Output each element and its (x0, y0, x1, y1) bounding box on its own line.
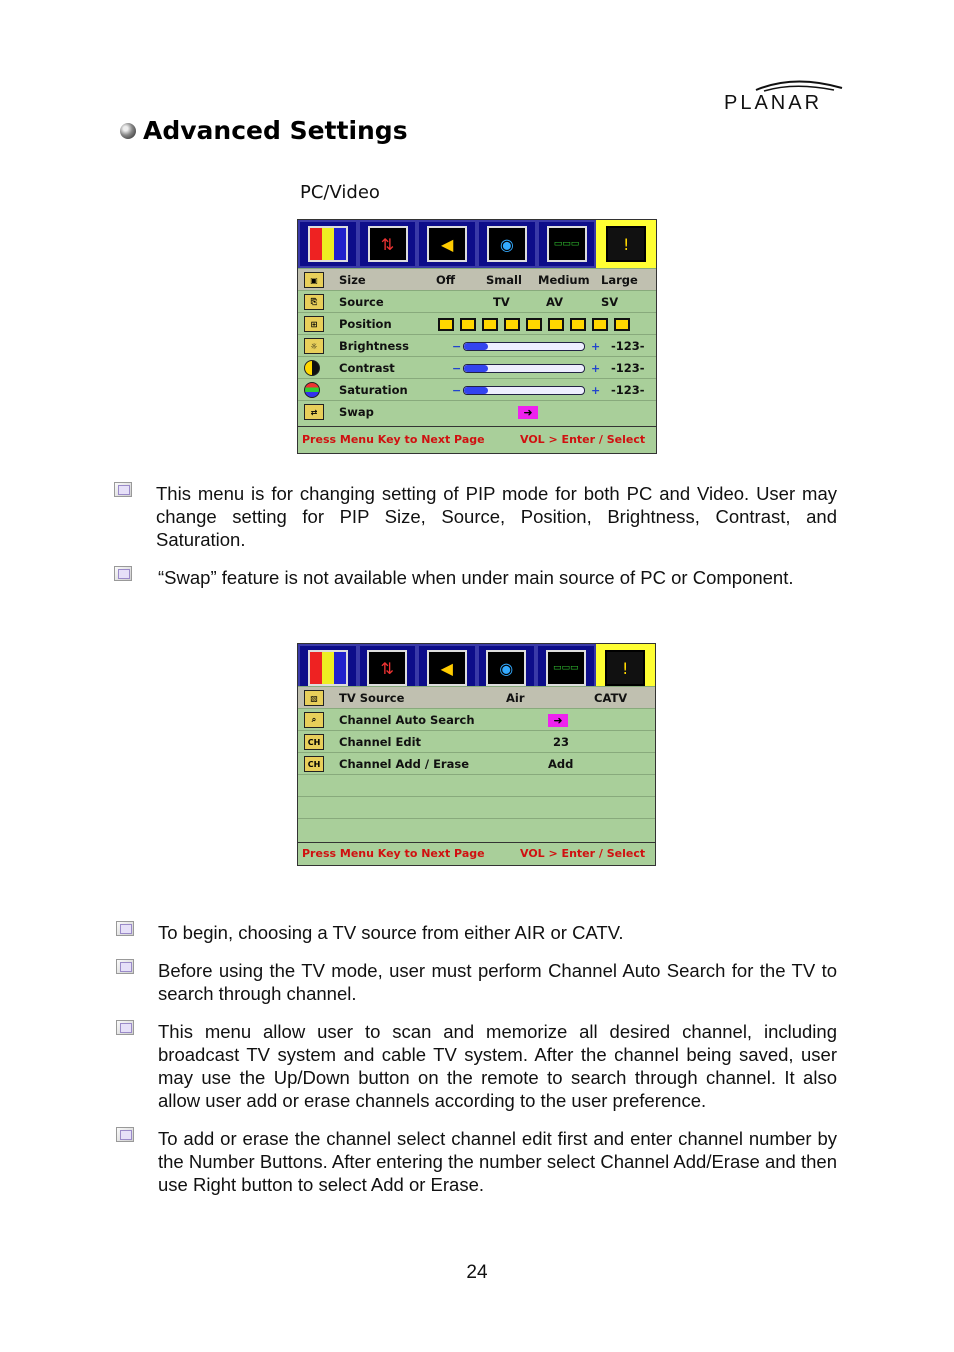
row-label: Size (339, 273, 366, 287)
row-label: Channel Auto Search (339, 713, 475, 727)
position-option-icon[interactable] (482, 318, 498, 331)
add-erase-value[interactable]: Add (548, 757, 574, 771)
page-title: Advanced Settings (143, 116, 408, 145)
slider-fill (464, 365, 488, 372)
osd-display-icon: ▭▭▭ (547, 226, 587, 262)
source-icon: ⎘ (304, 294, 324, 310)
osd-row-saturation[interactable] (298, 378, 656, 401)
position-option-icon[interactable] (592, 318, 608, 331)
option-air[interactable]: Air (506, 691, 525, 705)
position-option-icon[interactable] (526, 318, 542, 331)
osd-row-channel-edit[interactable] (298, 730, 655, 753)
logo-swoosh-icon (754, 78, 844, 92)
row-label: Contrast (339, 361, 395, 375)
paragraph: This menu allow user to scan and memorize all desired channel, including broadcast TV system and cable TV system. After the channel being saved, user may use the Up/Down button on the remote to search through channel. It also allow user add or erase channels according to the user preference. (158, 1021, 837, 1111)
tab-osd[interactable] (537, 220, 597, 268)
tv-source-icon: ▧ (304, 690, 324, 706)
option-large[interactable]: Large (601, 273, 638, 287)
option-catv[interactable]: CATV (594, 691, 628, 705)
option-off[interactable]: Off (436, 273, 456, 287)
osd-row-empty (298, 774, 655, 797)
planar-logo (724, 78, 840, 118)
osd-tab-bar (298, 220, 656, 268)
plus-icon: + (591, 339, 601, 353)
bullet-icon (116, 1127, 134, 1142)
section-heading (120, 116, 408, 145)
bullet-icon (116, 1020, 134, 1035)
paragraph: This menu is for changing setting of PIP mode for both PC and Video. User may change setting for PIP Size, Source, Position, Brightness, Contrast, and Saturation. (156, 483, 837, 550)
speaker-icon: ◀ (427, 226, 467, 262)
osd-row-brightness[interactable] (298, 334, 656, 357)
tab-audio[interactable] (417, 644, 477, 692)
saturation-icon (304, 382, 320, 398)
channel-edit-icon: CH (304, 734, 324, 750)
slider-fill (464, 387, 488, 394)
row-label: Channel Add / Erase (339, 757, 470, 771)
row-label: Saturation (339, 383, 408, 397)
bullet-icon (116, 959, 134, 974)
brightness-value: -123- (611, 339, 645, 353)
tab-picture[interactable] (298, 644, 358, 692)
enter-arrow-icon[interactable]: ➜ (548, 714, 568, 727)
bullet-icon (116, 921, 134, 936)
footer-hint-left: Press Menu Key to Next Page (302, 847, 485, 860)
contrast-icon (304, 360, 320, 376)
sphere-bullet-icon (120, 123, 136, 139)
speaker-icon: ◀ (427, 650, 467, 686)
osd-tab-bar (298, 644, 655, 692)
footer-hint-left: Press Menu Key to Next Page (302, 433, 485, 446)
row-label: Brightness (339, 339, 409, 353)
position-option-icon[interactable] (548, 318, 564, 331)
osd-rows (298, 268, 656, 427)
globe-icon: ◉ (487, 226, 527, 262)
osd-display-icon: ▭▭▭ (546, 650, 586, 686)
osd-menu-tv (297, 643, 656, 866)
size-icon: ▣ (304, 272, 324, 288)
minus-icon: − (452, 339, 462, 353)
section-label-pc-video: PC/Video (300, 182, 380, 203)
row-label: Position (339, 317, 392, 331)
contrast-slider[interactable] (463, 364, 585, 373)
tab-osd[interactable] (536, 644, 596, 692)
option-small[interactable]: Small (486, 273, 522, 287)
position-option-icon[interactable] (504, 318, 520, 331)
sun-icon: ☼ (304, 338, 324, 354)
tab-advanced[interactable] (596, 220, 656, 268)
osd-row-channel-auto-search[interactable] (298, 708, 655, 731)
tab-adjust[interactable] (358, 220, 418, 268)
position-options (438, 318, 630, 331)
position-icon: ⊞ (304, 316, 324, 332)
osd-row-swap[interactable] (298, 400, 656, 423)
option-sv[interactable]: SV (601, 295, 619, 309)
tab-language[interactable] (477, 644, 537, 692)
paragraph: To add or erase the channel select channel edit first and enter channel number by the Number Buttons. After entering the number select Channel Add/Erase and then use Right button to select Add or Erase. (158, 1128, 837, 1195)
tab-adjust[interactable] (358, 644, 418, 692)
auto-search-icon: ⌕ (304, 712, 324, 728)
osd-menu-pc-video (297, 219, 657, 454)
osd-row-empty (298, 796, 655, 819)
paragraph: To begin, choosing a TV source from either AIR or CATV. (158, 922, 624, 943)
osd-row-channel-add-erase[interactable] (298, 752, 655, 775)
tab-language[interactable] (477, 220, 537, 268)
position-option-icon[interactable] (438, 318, 454, 331)
bullet-icon (114, 482, 132, 497)
row-label: Channel Edit (339, 735, 422, 749)
tab-picture[interactable] (298, 220, 358, 268)
osd-footer (298, 426, 656, 453)
position-option-icon[interactable] (614, 318, 630, 331)
osd-rows (298, 686, 655, 842)
row-label: TV Source (339, 691, 405, 705)
adjust-arrows-icon: ⇅ (367, 650, 407, 686)
tab-advanced[interactable] (596, 644, 656, 692)
tab-audio[interactable] (417, 220, 477, 268)
swap-icon: ⇄ (304, 404, 324, 420)
option-medium[interactable]: Medium (538, 273, 590, 287)
osd-row-contrast[interactable] (298, 356, 656, 379)
page-number: 24 (466, 1262, 488, 1283)
row-label: Source (339, 295, 384, 309)
paragraph: “Swap” feature is not available when under main source of PC or Component. (158, 567, 794, 588)
option-tv[interactable]: TV (493, 295, 510, 309)
plus-icon: + (591, 383, 601, 397)
logo-text: PLANAR (724, 92, 823, 114)
color-bars-icon (308, 226, 348, 262)
adjust-arrows-icon: ⇅ (368, 226, 408, 262)
contrast-value: -123- (611, 361, 645, 375)
footer-hint-right: VOL > Enter / Select (520, 433, 646, 446)
osd-footer (298, 842, 655, 865)
enter-arrow-icon[interactable]: ➜ (518, 406, 538, 419)
paragraph: Before using the TV mode, user must perform Channel Auto Search for the TV to search through channel. (158, 960, 837, 1004)
osd-row-position[interactable] (298, 312, 656, 335)
option-av[interactable]: AV (546, 295, 564, 309)
footer-hint-right: VOL > Enter / Select (520, 847, 646, 860)
slider-fill (464, 343, 488, 350)
bullet-icon (114, 566, 132, 581)
minus-icon: − (452, 361, 462, 375)
color-bars-icon (308, 650, 348, 686)
plus-icon: + (591, 361, 601, 375)
row-label: Swap (339, 405, 374, 419)
exclamation-icon: ! (606, 226, 646, 262)
saturation-slider[interactable] (463, 386, 585, 395)
position-option-icon[interactable] (570, 318, 586, 331)
exclamation-icon: ! (605, 650, 645, 686)
osd-row-empty (298, 818, 655, 841)
osd-row-source[interactable] (298, 290, 656, 313)
channel-number[interactable]: 23 (553, 735, 570, 749)
minus-icon: − (452, 383, 462, 397)
position-option-icon[interactable] (460, 318, 476, 331)
osd-row-size[interactable] (298, 268, 656, 291)
saturation-value: -123- (611, 383, 645, 397)
channel-add-icon: CH (304, 756, 324, 772)
brightness-slider[interactable] (463, 342, 585, 351)
globe-icon: ◉ (486, 650, 526, 686)
osd-row-tv-source[interactable] (298, 686, 655, 709)
